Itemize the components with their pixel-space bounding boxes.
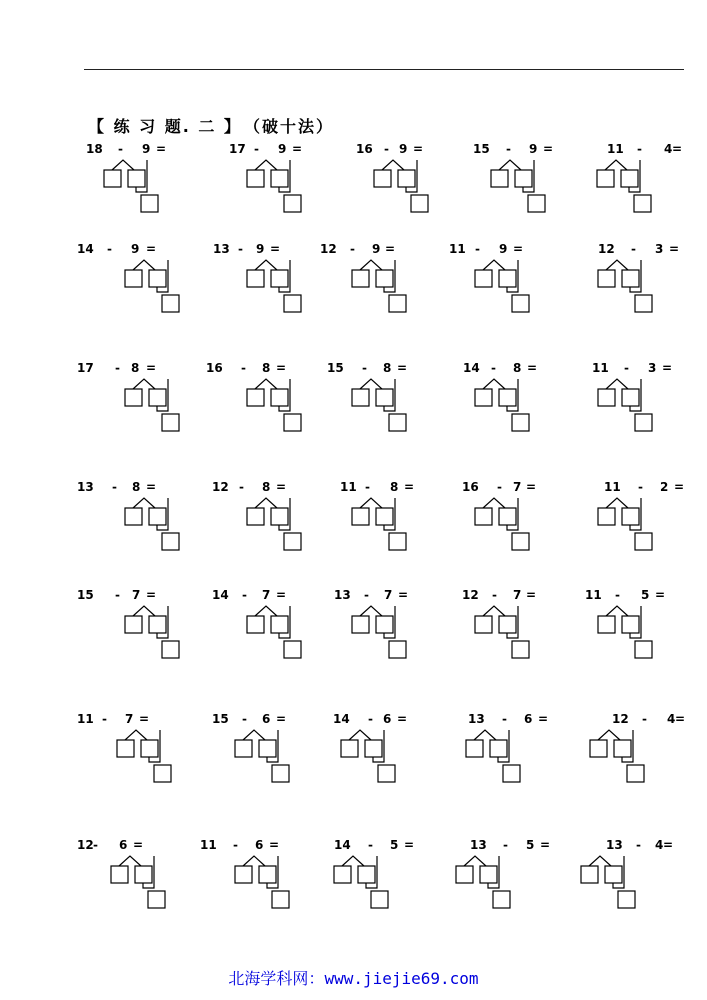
- minus-sign: -: [242, 712, 247, 726]
- equals-sign: =: [292, 142, 303, 156]
- break-ten-diagram: [580, 596, 707, 666]
- minuend: 12: [462, 588, 479, 602]
- minus-sign: -: [492, 588, 497, 602]
- minuend: 13: [468, 712, 485, 726]
- minus-sign: -: [107, 242, 112, 256]
- equals-sign: =: [397, 361, 408, 375]
- equals-sign: =: [398, 588, 409, 602]
- footer-credit: [0, 966, 707, 989]
- minus-sign: -: [118, 142, 123, 156]
- minus-sign: -: [238, 242, 243, 256]
- equals-sign: =: [662, 361, 673, 375]
- minuend: 16: [356, 142, 373, 156]
- subtrahend: 8: [131, 361, 140, 375]
- minus-sign: -: [624, 361, 629, 375]
- minus-sign: -: [93, 838, 98, 852]
- subtrahend: 6: [262, 712, 271, 726]
- minuend: 15: [212, 712, 229, 726]
- subtrahend: 6: [524, 712, 533, 726]
- subtrahend: 8: [390, 480, 399, 494]
- minus-sign: -: [115, 361, 120, 375]
- minuend: 11: [77, 712, 94, 726]
- problem: [607, 142, 707, 220]
- equals-sign: =: [270, 242, 281, 256]
- subtrahend: 8: [262, 480, 271, 494]
- minus-sign: -: [615, 588, 620, 602]
- equals-sign: =: [527, 361, 538, 375]
- problem: [449, 242, 589, 320]
- minuend: 13: [470, 838, 487, 852]
- break-ten-diagram: [229, 150, 369, 220]
- subtrahend: 5: [390, 838, 399, 852]
- break-ten-diagram: [457, 369, 597, 439]
- equals-sign: =: [663, 838, 674, 852]
- problem: [77, 242, 217, 320]
- break-ten-diagram: [438, 846, 578, 916]
- minuend: 12: [612, 712, 629, 726]
- subtrahend: 5: [526, 838, 535, 852]
- subtrahend: 7: [513, 480, 522, 494]
- title-text: 【 练 习 题. 二 】: [88, 117, 242, 136]
- minuend: 12: [598, 242, 615, 256]
- subtrahend: 8: [513, 361, 522, 375]
- minus-sign: -: [115, 588, 120, 602]
- equals-sign: =: [276, 361, 287, 375]
- minuend: 11: [340, 480, 357, 494]
- minuend: 11: [604, 480, 621, 494]
- minuend: 18: [86, 142, 103, 156]
- minus-sign: -: [362, 361, 367, 375]
- equals-sign: =: [526, 588, 537, 602]
- subtrahend: 8: [383, 361, 392, 375]
- subtrahend: 9: [256, 242, 265, 256]
- minus-sign: -: [638, 480, 643, 494]
- equals-sign: =: [543, 142, 554, 156]
- subtrahend: 8: [132, 480, 141, 494]
- minus-sign: -: [241, 361, 246, 375]
- equals-sign: =: [269, 838, 280, 852]
- break-ten-diagram: [457, 488, 597, 558]
- equals-sign: =: [146, 242, 157, 256]
- minuend: 11: [200, 838, 217, 852]
- minuend: 12: [320, 242, 337, 256]
- minuend: 11: [592, 361, 609, 375]
- subtrahend: 4: [664, 142, 673, 156]
- subtitle-text: （破十法）: [251, 117, 334, 136]
- subtrahend: 4: [667, 712, 676, 726]
- minus-sign: -: [491, 361, 496, 375]
- subtrahend: 9: [278, 142, 287, 156]
- subtrahend: 7: [125, 712, 134, 726]
- break-ten-diagram: [580, 250, 707, 320]
- footer-site-name: 北海学科网：: [228, 969, 325, 988]
- minus-sign: -: [497, 480, 502, 494]
- minus-sign: -: [368, 838, 373, 852]
- top-rule: [84, 69, 684, 70]
- minus-sign: -: [233, 838, 238, 852]
- break-ten-diagram: [316, 846, 456, 916]
- equals-sign: =: [413, 142, 424, 156]
- minus-sign: -: [239, 480, 244, 494]
- minuend: 13: [77, 480, 94, 494]
- subtrahend: 9: [131, 242, 140, 256]
- minuend: 16: [206, 361, 223, 375]
- minuend: 17: [77, 361, 94, 375]
- subtrahend: 5: [641, 588, 650, 602]
- break-ten-diagram: [323, 720, 463, 790]
- equals-sign: =: [655, 588, 666, 602]
- minus-sign: -: [637, 142, 642, 156]
- minus-sign: -: [502, 712, 507, 726]
- subtrahend: 4: [655, 838, 664, 852]
- minuend: 11: [449, 242, 466, 256]
- minuend: 11: [607, 142, 624, 156]
- problem: [77, 712, 217, 790]
- break-ten-diagram: [334, 488, 474, 558]
- subtrahend: 7: [262, 588, 271, 602]
- minuend: 14: [333, 712, 350, 726]
- minuend: 15: [77, 588, 94, 602]
- break-ten-diagram: [580, 488, 707, 558]
- equals-sign: =: [156, 142, 167, 156]
- problem: [86, 142, 226, 220]
- break-ten-diagram: [334, 369, 474, 439]
- minus-sign: -: [364, 588, 369, 602]
- equals-sign: =: [404, 480, 415, 494]
- equals-sign: =: [404, 838, 415, 852]
- minuend: 15: [473, 142, 490, 156]
- equals-sign: =: [276, 588, 287, 602]
- subtrahend: 9: [399, 142, 408, 156]
- equals-sign: =: [276, 712, 287, 726]
- subtrahend: 9: [529, 142, 538, 156]
- problem: [598, 242, 707, 320]
- minus-sign: -: [112, 480, 117, 494]
- minuend: 13: [606, 838, 623, 852]
- break-ten-diagram: [579, 150, 707, 220]
- minuend: 17: [229, 142, 246, 156]
- subtrahend: 6: [255, 838, 264, 852]
- subtrahend: 3: [655, 242, 664, 256]
- break-ten-diagram: [572, 720, 707, 790]
- equals-sign: =: [146, 480, 157, 494]
- break-ten-diagram: [86, 150, 226, 220]
- subtrahend: 7: [513, 588, 522, 602]
- subtrahend: 2: [660, 480, 669, 494]
- minus-sign: -: [102, 712, 107, 726]
- problem: [606, 838, 707, 916]
- minus-sign: -: [368, 712, 373, 726]
- worksheet-title: [88, 114, 334, 137]
- problem: [585, 588, 707, 666]
- break-ten-diagram: [580, 369, 707, 439]
- equals-sign: =: [674, 480, 685, 494]
- minus-sign: -: [242, 588, 247, 602]
- equals-sign: =: [672, 142, 683, 156]
- problem: [604, 480, 707, 558]
- equals-sign: =: [669, 242, 680, 256]
- break-ten-diagram: [334, 596, 474, 666]
- subtrahend: 3: [648, 361, 657, 375]
- minuend: 15: [327, 361, 344, 375]
- equals-sign: =: [133, 838, 144, 852]
- break-ten-diagram: [448, 720, 588, 790]
- equals-sign: =: [675, 712, 686, 726]
- subtrahend: 9: [372, 242, 381, 256]
- subtrahend: 6: [383, 712, 392, 726]
- equals-sign: =: [146, 588, 157, 602]
- subtrahend: 7: [384, 588, 393, 602]
- problem: [77, 480, 217, 558]
- break-ten-diagram: [563, 846, 703, 916]
- minuend: 14: [334, 838, 351, 852]
- minuend: 11: [585, 588, 602, 602]
- subtrahend: 6: [119, 838, 128, 852]
- minuend: 14: [212, 588, 229, 602]
- equals-sign: =: [540, 838, 551, 852]
- minus-sign: -: [506, 142, 511, 156]
- problem: [327, 361, 467, 439]
- equals-sign: =: [526, 480, 537, 494]
- problem: [77, 588, 217, 666]
- equals-sign: =: [513, 242, 524, 256]
- break-ten-diagram: [457, 596, 597, 666]
- minus-sign: -: [254, 142, 259, 156]
- minus-sign: -: [503, 838, 508, 852]
- problem: [592, 361, 707, 439]
- problem: [612, 712, 707, 790]
- subtrahend: 9: [142, 142, 151, 156]
- minuend: 13: [213, 242, 230, 256]
- subtrahend: 7: [132, 588, 141, 602]
- minuend: 13: [334, 588, 351, 602]
- minus-sign: -: [475, 242, 480, 256]
- minuend: 12: [212, 480, 229, 494]
- minus-sign: -: [350, 242, 355, 256]
- equals-sign: =: [146, 361, 157, 375]
- minus-sign: -: [365, 480, 370, 494]
- minus-sign: -: [631, 242, 636, 256]
- equals-sign: =: [139, 712, 150, 726]
- equals-sign: =: [538, 712, 549, 726]
- minuend: 12: [77, 838, 94, 852]
- minuend: 14: [463, 361, 480, 375]
- subtrahend: 9: [499, 242, 508, 256]
- footer-url: www.jiejie69.com: [324, 969, 479, 988]
- minus-sign: -: [642, 712, 647, 726]
- equals-sign: =: [385, 242, 396, 256]
- minus-sign: -: [384, 142, 389, 156]
- subtrahend: 8: [262, 361, 271, 375]
- minuend: 16: [462, 480, 479, 494]
- minus-sign: -: [636, 838, 641, 852]
- equals-sign: =: [397, 712, 408, 726]
- equals-sign: =: [276, 480, 287, 494]
- break-ten-diagram: [457, 250, 597, 320]
- minuend: 14: [77, 242, 94, 256]
